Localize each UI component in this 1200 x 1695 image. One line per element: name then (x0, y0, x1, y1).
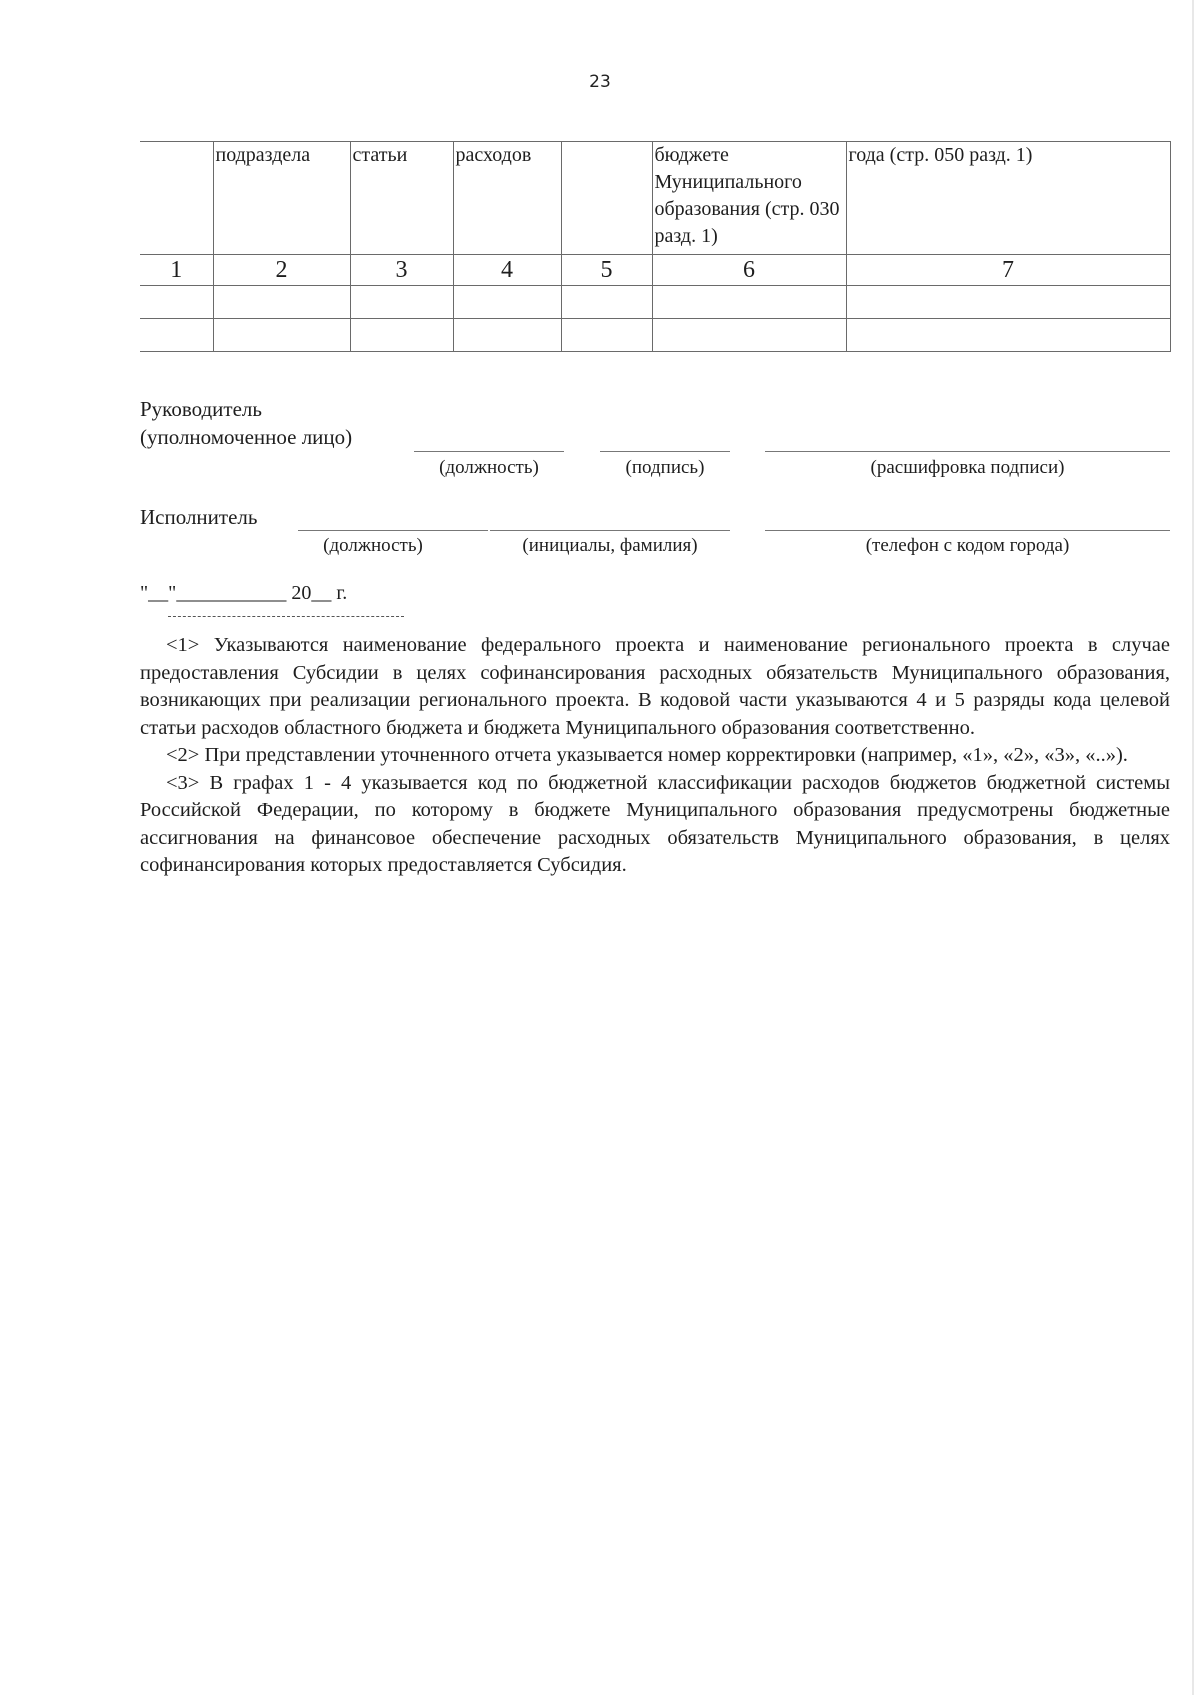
column-number: 2 (213, 255, 350, 286)
footnote-2: <2> При представлении уточненного отчета указывается номер корректировки (например, «1», «2», «3», «..»). (166, 744, 1128, 766)
table-cell (846, 319, 1170, 352)
executor-phone-line (765, 530, 1170, 531)
table-cell (561, 286, 652, 319)
budget-table (140, 141, 1171, 352)
executor-phone-caption: (телефон с кодом города) (865, 535, 1070, 556)
signature-line (600, 451, 730, 452)
header-cell: бюджете Муниципального образования (стр. 030 разд. 1) (652, 142, 846, 255)
header-cell (561, 142, 652, 255)
column-number: 1 (140, 255, 213, 286)
date-line: "__"___________ 20__ г. (140, 582, 348, 604)
executor-label: Исполнитель (140, 505, 258, 529)
table-row (140, 286, 1170, 319)
header-cell: подраздела (213, 142, 350, 255)
footnote-1: <1> Указываются наименование федерального проекта и наименование регионального проекта в случае предоставления Субсидии в целях софинансирования расходных обязательств Муниципального образования, возникающих при реализации регионального проекта. В кодовой части указываются 4 и 5 разряды кода целевой статьи расходов областного бюджета и бюджета Муниципального образования соответственно. (140, 634, 1170, 739)
table-cell (140, 286, 213, 319)
footnote-3: <3> В графах 1 - 4 указывается код по бюджетной классификации расходов бюджетов бюджетной системы Российской Федерации, по которому в бюджете Муниципального образования предусмотрены бюджетные ассигнования на финансовое обеспечение расходных обязательств Муниципального образования, в целях софинансирования которых предоставляется Субсидия. (140, 771, 1170, 876)
table-cell (350, 319, 453, 352)
table-cell (652, 319, 846, 352)
footnote-separator (168, 616, 404, 617)
signature-caption: (подпись) (625, 457, 705, 478)
table-cell (213, 286, 350, 319)
scan-edge (1192, 0, 1194, 1695)
table-cell (140, 319, 213, 352)
executor-name-caption: (инициалы, фамилия) (522, 535, 698, 556)
table-header-row (140, 142, 1170, 255)
position-caption: (должность) (439, 457, 539, 478)
table-cell (453, 286, 561, 319)
table-cell (846, 286, 1170, 319)
column-number: 5 (561, 255, 652, 286)
column-number-row (140, 255, 1170, 286)
header-cell: года (стр. 050 разд. 1) (846, 142, 1170, 255)
table-cell (213, 319, 350, 352)
executor-position-line (298, 530, 488, 531)
column-number: 7 (846, 255, 1170, 286)
position-signature-line (414, 451, 564, 452)
column-number: 4 (453, 255, 561, 286)
column-number: 3 (350, 255, 453, 286)
table-cell (350, 286, 453, 319)
executor-position-caption: (должность) (323, 535, 423, 556)
header-cell: расходов (453, 142, 561, 255)
executor-name-line (490, 530, 730, 531)
table-cell (652, 286, 846, 319)
header-cell: статьи (350, 142, 453, 255)
column-number: 6 (652, 255, 846, 286)
signature-decoding-line (765, 451, 1170, 452)
table-row (140, 319, 1170, 352)
footnotes (140, 632, 1170, 880)
table-cell (453, 319, 561, 352)
table-cell (561, 319, 652, 352)
page-number: 23 (589, 72, 611, 92)
header-cell (140, 142, 213, 255)
authorized-person-label: (уполномоченное лицо) (140, 425, 353, 449)
head-label: Руководитель (140, 397, 262, 421)
signature-decoding-caption: (расшифровка подписи) (870, 457, 1065, 478)
